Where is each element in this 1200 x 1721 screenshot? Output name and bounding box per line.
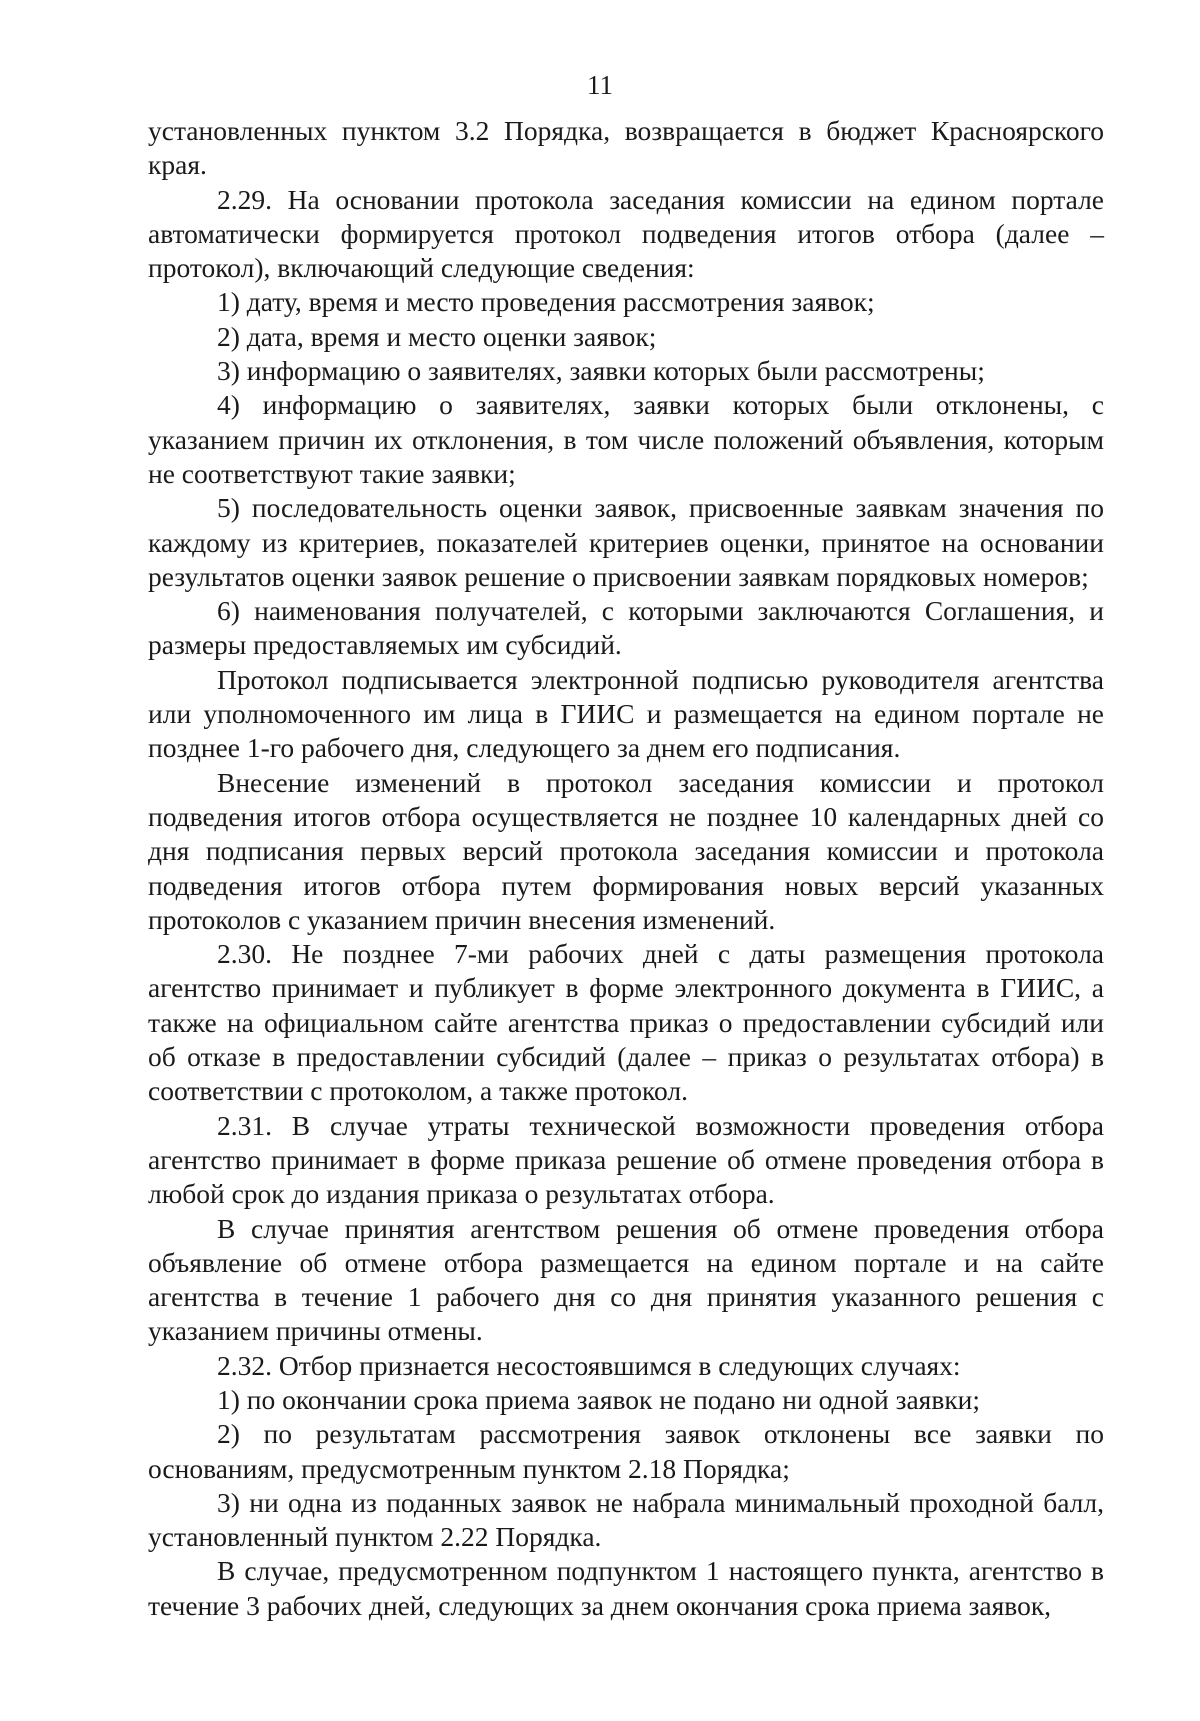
paragraph: В случае, предусмотренном подпунктом 1 настоящего пункта, агентство в течение 3 рабочих дней, следующих за днем окончания срока приема заявок, (148, 1555, 1104, 1621)
list-item: 3) информацию о заявителях, заявки которых были рассмотрены; (217, 355, 985, 387)
paragraph: Внесение изменений в протокол заседания комиссии и протокол подведения итогов отбора осуществляется не позднее 10 календарных дней со дня подписания первых версий протокола заседания комиссии и протокола подведения итогов отбора путем формирования новых версий указанных протоколов с указанием причин внесения изменений. (148, 766, 1104, 935)
paragraph: 2.32. Отбор признается несостоявшимся в следующих случаях: (217, 1349, 961, 1381)
list-item: 5) последовательность оценки заявок, присвоенные заявкам значения по каждому из критериев, показателей критериев оценки, принятое на основании результатов оценки заявок решение о присвоении заявкам порядковых номеров; (148, 492, 1104, 592)
list-item: 1) дату, время и место проведения рассмотрения заявок; (217, 286, 875, 318)
list-item: 3) ни одна из поданных заявок не набрала минимальный проходной балл, установленный пунктом 2.22 Порядка. (148, 1486, 1104, 1553)
paragraph: 2.29. На основании протокола заседания комиссии на едином портале автоматически формируется протокол подведения итогов отбора (далее – протокол), включающий следующие сведения: (148, 183, 1104, 284)
list-item: 2) по результатам рассмотрения заявок отклонены все заявки по основаниям, предусмотренным пунктом 2.18 Порядка; (148, 1418, 1104, 1484)
list-item: 2) дата, время и место оценки заявок; (217, 320, 657, 352)
page-number: 11 (587, 70, 613, 100)
paragraph: 2.30. Не позднее 7-ми рабочих дней с даты размещения протокола агентство принимает и публикует в форме электронного документа в ГИИС, а также на официальном сайте агентства приказ о предоставлении субсидий или об отказе в предоставлении субсидий (далее – приказ о результатах отбора) в соответствии с протоколом, а также протокол. (148, 938, 1104, 1107)
document-body (148, 114, 1104, 1623)
paragraph: Протокол подписывается электронной подписью руководителя агентства или уполномоченного им лица в ГИИС и размещается на едином портале не позднее 1-го рабочего дня, следующего за днем его подписания. (148, 663, 1104, 764)
paragraph: установленных пунктом 3.2 Порядка, возвращается в бюджет Красноярского края. (148, 115, 1104, 181)
list-item: 1) по окончании срока приема заявок не подано ни одной заявки; (217, 1383, 981, 1415)
paragraph: 2.31. В случае утраты технической возможности проведения отбора агентство принимает в форме приказа решение об отмене проведения отбора в любой срок до издания приказа о результатах отбора. (148, 1109, 1104, 1210)
paragraph: В случае принятия агентством решения об отмене проведения отбора объявление об отмене отбора размещается на едином портале и на сайте агентства в течение 1 рабочего дня со дня принятия указанного решения с указанием причины отмены. (148, 1212, 1104, 1347)
list-item: 6) наименования получателей, с которыми заключаются Соглашения, и размеры предоставляемых им субсидий. (148, 595, 1104, 661)
list-item: 4) информацию о заявителях, заявки которых были отклонены, с указанием причин их отклонения, в том числе положений объявления, которым не соответствуют такие заявки; (148, 389, 1104, 489)
